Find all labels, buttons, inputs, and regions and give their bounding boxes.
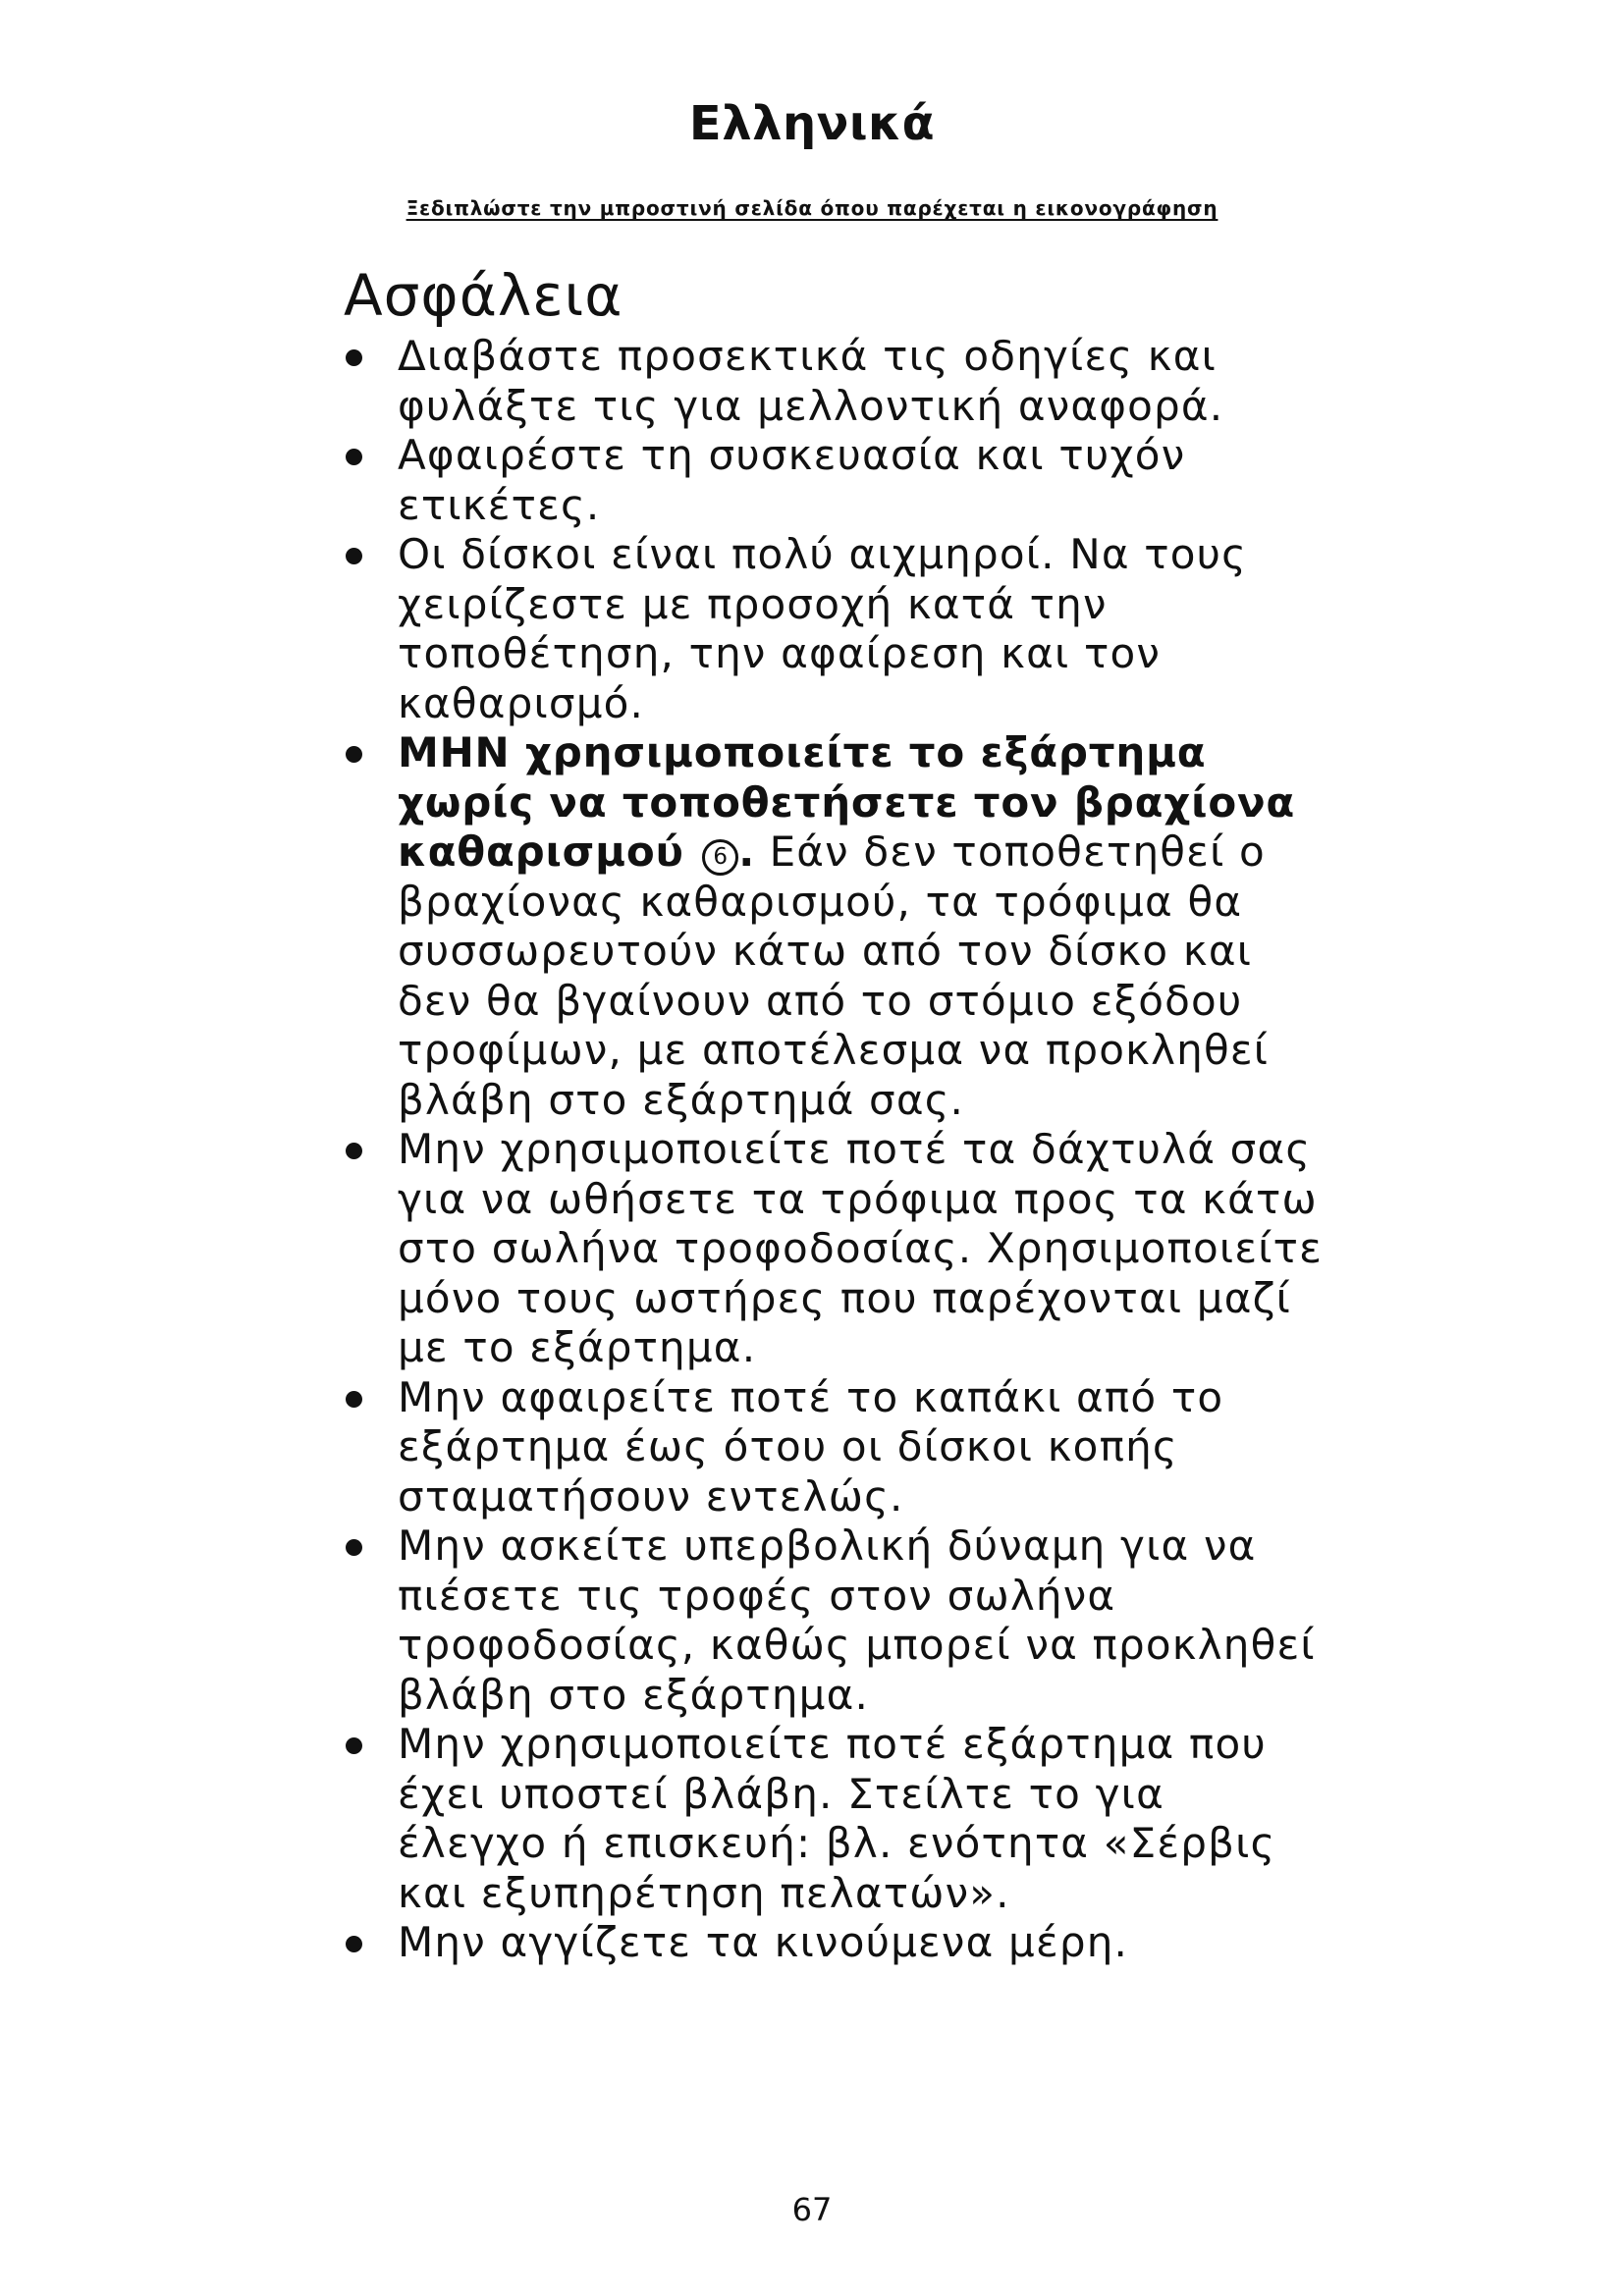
list-item — [344, 1522, 1326, 1720]
bullet-icon — [346, 449, 362, 465]
warning-text: ΜΗΝ χρησιμοποιείτε το εξάρτημα χωρίς να τοποθετήσετε τον βραχίονα καθαρισμού — [398, 728, 1296, 876]
list-item-text: Αφαιρέστε τη συσκευασία και τυχόν ετικέτες. — [398, 431, 1186, 529]
bullet-icon — [346, 1936, 362, 1952]
illustration-note: Ξεδιπλώστε την μπροστινή σελίδα όπου παρέχεται η εικονογράφηση — [406, 196, 1218, 220]
bullet-icon — [346, 746, 362, 763]
list-item-warning — [344, 728, 1326, 1125]
list-item-text: Μην ασκείτε υπερβολική δύναμη για να πιέσετε τις τροφές στον σωλήνα τροφοδοσίας, καθώς μπορεί να προκληθεί βλάβη στο εξάρτημα. — [398, 1522, 1316, 1719]
bullet-icon — [346, 548, 362, 564]
list-item — [344, 1720, 1326, 1918]
warning-text-end: . — [738, 828, 755, 876]
bullet-icon — [346, 1143, 362, 1159]
list-item-text: Μην χρησιμοποιείτε ποτέ τα δάχτυλά σας για να ωθήσετε τα τρόφιμα προς τα κάτω στο σωλήνα τροφοδοσίας. Χρησιμοποιείτε μόνο τους ωστήρες που παρέχονται μαζί με το εξάρτημα. — [398, 1125, 1324, 1371]
safety-list — [344, 332, 1326, 1968]
part-reference-number: 6 — [702, 839, 738, 876]
page-title: Ελληνικά — [688, 96, 936, 151]
bullet-icon — [346, 1737, 362, 1754]
list-item-text: Μην αφαιρείτε ποτέ το καπάκι από το εξάρτημα έως ότου οι δίσκοι κοπής σταματήσουν εντελώς. — [398, 1372, 1224, 1521]
list-item-text: Εάν δεν τοποθετηθεί ο βραχίονας καθαρισμού, τα τρόφιμα θα συσσωρευτούν κάτω από τον δίσκο και δεν θα βγαίνουν από το στόμιο εξόδου τροφίμων, με αποτέλεσμα να προκληθεί βλάβη στο εξάρτημά σας. — [398, 828, 1270, 1124]
list-item-text: Μην αγγίζετε τα κινούμενα μέρη. — [398, 1918, 1129, 1966]
list-item-text: Οι δίσκοι είναι πολύ αιχμηροί. Να τους χειρίζεστε με προσοχή κατά την τοποθέτηση, την αφαίρεση και τον καθαρισμό. — [398, 530, 1248, 727]
list-item — [344, 1918, 1326, 1968]
list-item-text: Διαβάστε προσεκτικά τις οδηγίες και φυλάξτε τις για μελλοντική αναφορά. — [398, 332, 1224, 430]
bullet-icon — [346, 1539, 362, 1556]
list-item — [344, 332, 1326, 431]
list-item — [344, 431, 1326, 530]
list-item — [344, 1125, 1326, 1373]
bullet-icon — [346, 349, 362, 366]
bullet-icon — [346, 1391, 362, 1408]
list-item-text: Μην χρησιμοποιείτε ποτέ εξάρτημα που έχει υποστεί βλάβη. Στείλτε το για έλεγχο ή επισκευή: βλ. ενότητα «Σέρβις και εξυπηρέτηση πελατών». — [398, 1720, 1276, 1917]
section-heading-safety: Ασφάλεια — [344, 262, 623, 329]
list-item — [344, 1373, 1326, 1522]
list-item — [344, 530, 1326, 728]
page-number: 67 — [791, 2191, 833, 2228]
